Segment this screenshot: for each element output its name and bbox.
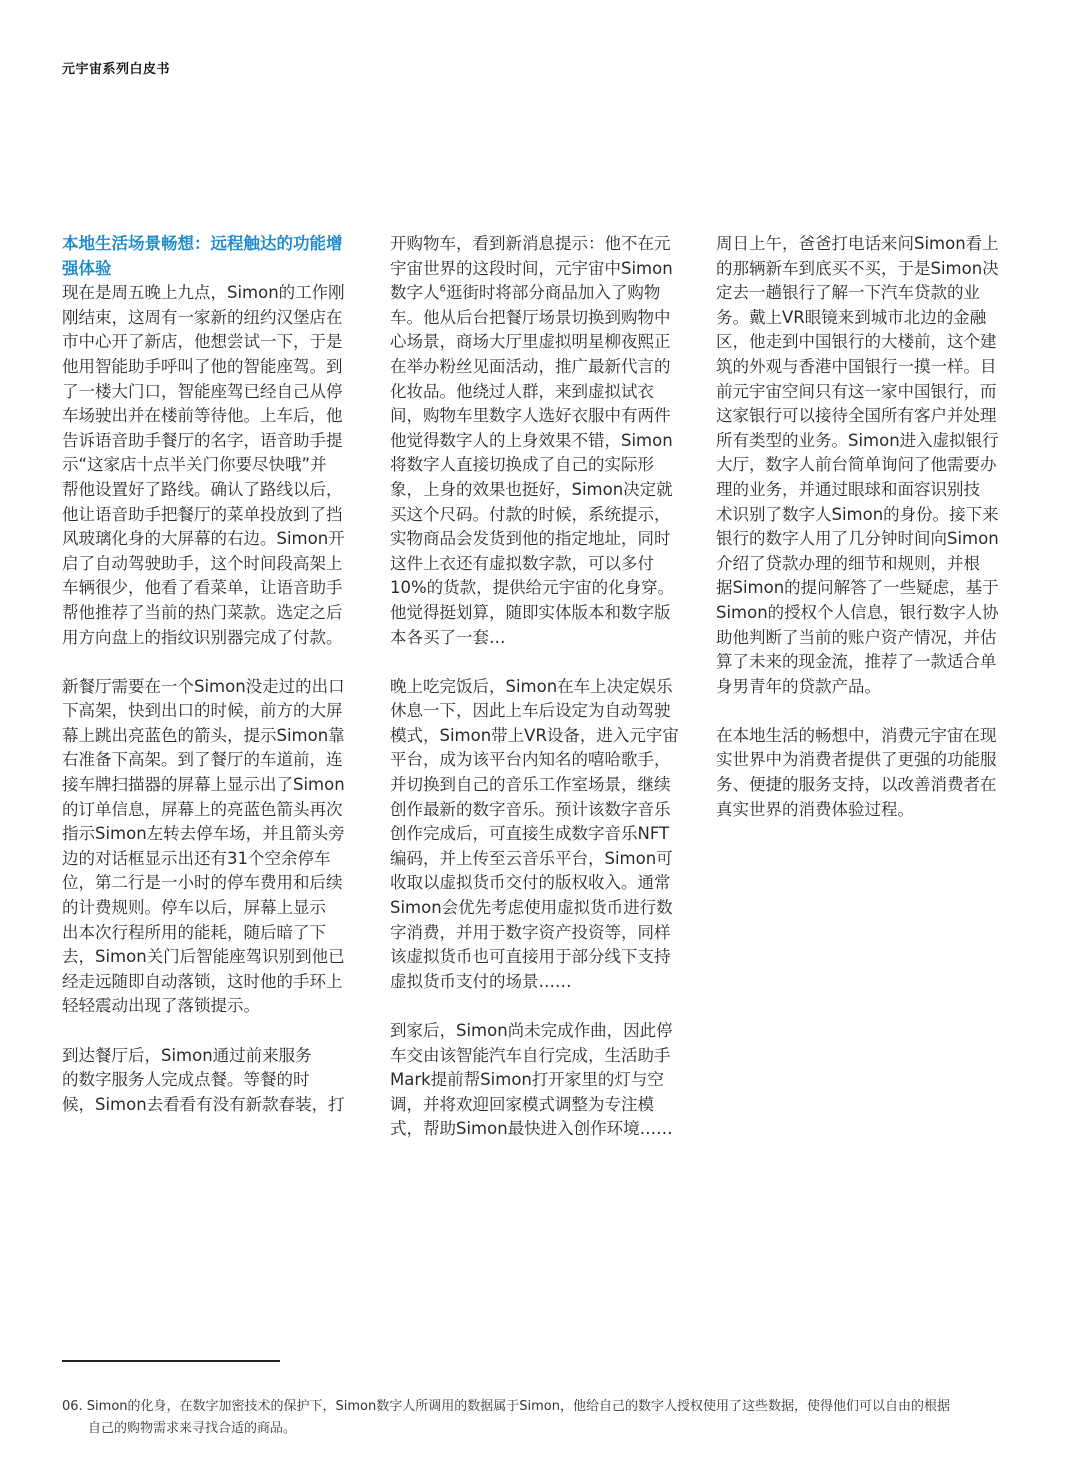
paragraph: 周日上午，爸爸打电话来问Simon看上 的那辆新车到底买不买，于是Simon决 定去一趟银行了解一下汽车贷款的业 务。戴上VR眼镜来到城市北边的金融 区，他走到中国银行的大楼前，这个建 筑的外观与香港中国银行一摸一样。目 前元宇宙空间只有这一家中国银行，而 这家银行可以接待全国所有客户并处理 所有类型的业务。Simon进入虚拟银行 大厅，数字人前台简单询问了他需要办 理的业务，并通过眼球和面容识别技 术识别了数字人Simon的身份。接下来 银行的数字人用了几分钟时间向Simon 介绍了贷款办理的细节和规则，并根 据Simon的提问解答了一些疑虑，基于 Simon的授权个人信息，银行数字人协 助他判断了当前的账户资产情况，并估 算了未来的现金流，推荐了一款适合单 身男青年的贷款产品。 — [716, 234, 999, 696]
paragraph — [390, 232, 686, 650]
running-header: 元宇宙系列白皮书 — [62, 62, 171, 77]
footnote-line: 自己的购物需求来寻找合适的商品。 — [88, 1421, 297, 1436]
column-2 — [390, 232, 686, 1167]
paragraph-text: 开购物车，看到新消息提示：他不在元 宇宙世界的这段时间，元宇宙中Simon 数字人 — [390, 234, 673, 303]
footnote-ref[interactable]: 6 — [439, 283, 446, 295]
column-3 — [716, 232, 1012, 847]
paragraph: 新餐厅需要在一个Simon没走过的出口 下高架，快到出口的时候，前方的大屏 幕上跳出亮蓝色的箭头，提示Simon靠 右准备下高架。到了餐厅的车道前，连 接车牌扫描器的屏幕上显示出了Simon 的订单信息，屏幕上的亮蓝色箭头再次 指示Simon左转去停车场，并且箭头旁 边的对话框显示出还有31个空余停车 位，第二行是一小时的停车费用和后续 的计费规则。停车以后，屏幕上显示 出本次行程所用的能耗，随后暗了下 去，Simon关门后智能座驾识别到他已 经走远随即自动落锁，这时他的手环上 轻轻震动出现了落锁提示。 — [62, 676, 345, 1016]
paragraph: 晚上吃完饭后，Simon在车上决定娱乐 休息一下，因此上车后设定为自动驾驶 模式，Simon带上VR设备，进入元宇宙 平台，成为该平台内知名的嘻哈歌手， 并切换到自己的音乐工作室场景，继续 创作最新的数字音乐。预计该数字音乐 创作完成后，可直接生成数字音乐NFT 编码，并上传至云音乐平台，Simon可 收取以虚拟货币交付的版权收入。通常 Simon会优先考虑使用虚拟货币进行数 字消费，并用于数字资产投资等，同样 该虚拟货币也可直接用于部分线下支持 虚拟货币支付的场景…… — [390, 676, 679, 991]
paragraph-text: 逛街时将部分商品加入了购物 车。他从后台把餐厅场景切换到购物中 心场景，商场大厅里虚拟明星柳夜熙正 在举办粉丝见面活动，推广最新代言的 化妆品。他绕过人群，来到虚拟试衣 间，购物车里数字人选好衣服中有两件 他觉得数字人的上身效果不错，Simon 将数字人直接切换成了自己的实际形 象，上身的效果也挺好，Simon决定就 买这个尺码。付款的时候，系统提示， 实物商品会发货到他的指定地址，同时 这件上衣还有虚拟数字款，可以多付 10%的货款，提供给元宇宙的化身穿。 他觉得挺划算，随即实体版本和数字版 本各买了一套… — [390, 283, 675, 647]
column-1 — [62, 232, 358, 1142]
footnote-divider — [62, 1360, 280, 1362]
paragraph: 到家后，Simon尚未完成作曲，因此停 车交由该智能汽车自行完成，生活助手 Mark提前帮Simon打开家里的灯与空 调，并将欢迎回家模式调整为专注模 式，帮助Simon最快进入创作环境…… — [390, 1021, 673, 1139]
paragraph: 到达餐厅后，Simon通过前来服务 的数字服务人完成点餐。等餐的时 候，Simon去看看有没有新款春装，打 — [62, 1045, 345, 1114]
footnote-line: 06. Simon的化身，在数字加密技术的保护下，Simon数字人所调用的数据属于Simon，他给自己的数字人授权使用了这些数据，使得他们可以自由的根据 — [62, 1399, 950, 1414]
footnote — [62, 1396, 1022, 1440]
paragraph: 在本地生活的畅想中，消费元宇宙在现 实世界中为消费者提供了更强的功能服 务、便捷的服务支持，以改善消费者在 真实世界的消费体验过程。 — [716, 725, 997, 819]
paragraph: 现在是周五晚上九点，Simon的工作刚 刚结束，这周有一家新的纽约汉堡店在 市中心开了新店，他想尝试一下，于是 他用智能助手呼叫了他的智能座驾。到 了一楼大门口，智能座驾已经自己从停 车场驶出并在楼前等待他。上车后，他 告诉语音助手餐厅的名字，语音助手提 示“这家店十点半关门你要尽快哦”并 帮他设置好了路线。确认了路线以后， 他让语音助手把餐厅的菜单投放到了挡 风玻璃化身的大屏幕的右边。Simon开 启了自动驾驶助手，这个时间段高架上 车辆很少，他看了看菜单，让语音助手 帮他推荐了当前的热门菜款。选定之后 用方向盘上的指纹识别器完成了付款。 — [62, 283, 345, 647]
section-title: 本地生活场景畅想：远程触达的功能增 强体验 — [62, 234, 343, 278]
